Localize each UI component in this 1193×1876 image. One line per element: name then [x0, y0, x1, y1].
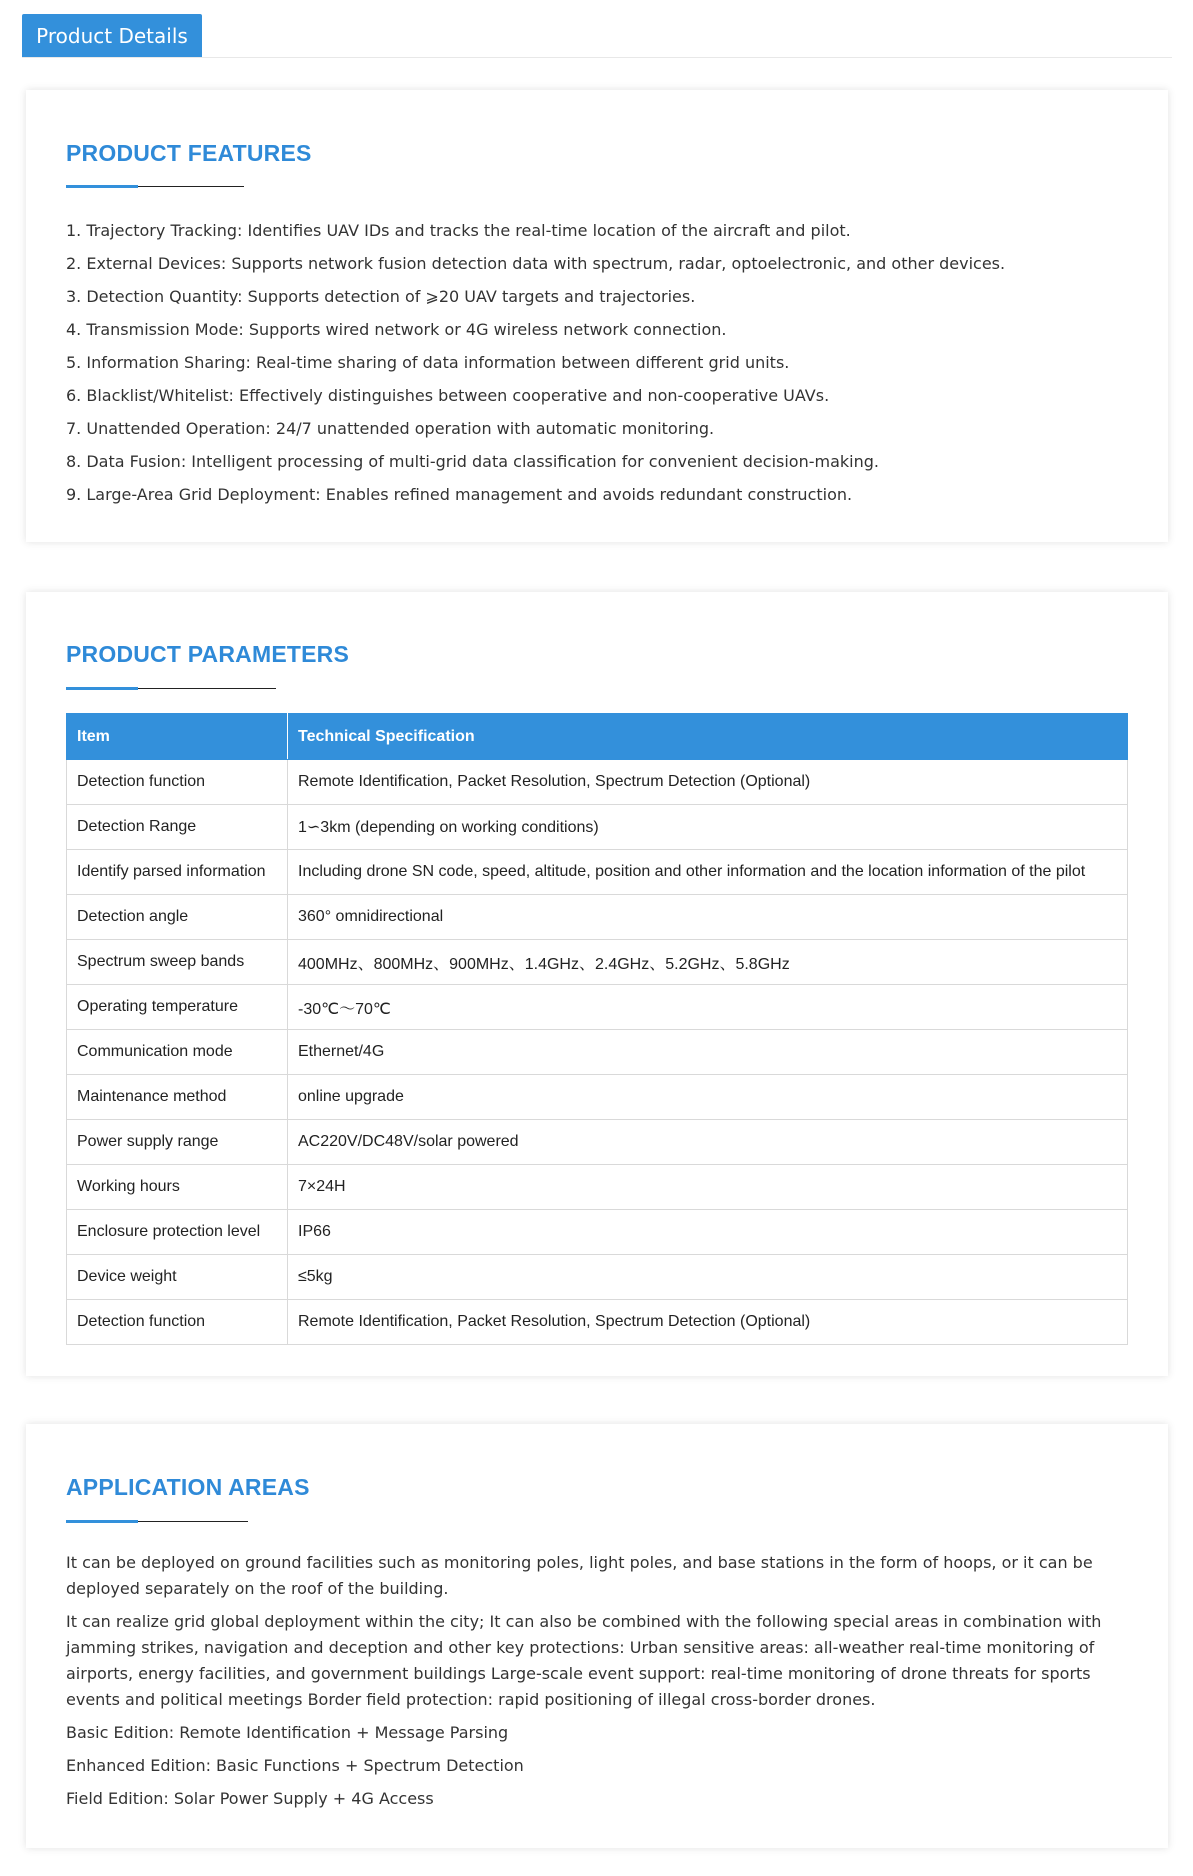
application-paragraph: Enhanced Edition: Basic Functions + Spectrum Detection — [66, 1756, 524, 1775]
features-list — [66, 214, 1126, 511]
param-item: Detection function — [67, 760, 288, 805]
feature-item: 7. Unattended Operation: 24/7 unattended operation with automatic monitoring. — [66, 419, 715, 438]
features-card — [26, 90, 1168, 542]
table-row — [67, 895, 1128, 940]
parameters-card — [26, 592, 1168, 1376]
param-value: online upgrade — [288, 1075, 1128, 1120]
feature-item: 2. External Devices: Supports network fusion detection data with spectrum, radar, optoelectronic, and other devices. — [66, 254, 1006, 273]
param-item: Detection angle — [67, 895, 288, 940]
table-row — [67, 1300, 1128, 1345]
feature-item: 9. Large-Area Grid Deployment: Enables refined management and avoids redundant construction. — [66, 485, 853, 504]
param-item: Maintenance method — [67, 1075, 288, 1120]
param-value: 1∽3km (depending on working conditions) — [288, 805, 1128, 850]
table-row — [67, 1255, 1128, 1300]
table-row — [67, 850, 1128, 895]
parameters-title: PRODUCT PARAMETERS — [66, 641, 350, 667]
applications-title-underline — [66, 1521, 248, 1522]
application-paragraph: Field Edition: Solar Power Supply + 4G Access — [66, 1789, 434, 1808]
param-item: Working hours — [67, 1165, 288, 1210]
feature-item: 5. Information Sharing: Real-time sharing of data information between different grid units. — [66, 353, 790, 372]
param-item: Detection Range — [67, 805, 288, 850]
table-row — [67, 940, 1128, 985]
application-paragraph: Basic Edition: Remote Identification + Message Parsing — [66, 1723, 509, 1742]
applications-text — [66, 1550, 1126, 1819]
table-row — [67, 1030, 1128, 1075]
param-item: Device weight — [67, 1255, 288, 1300]
feature-item: 6. Blacklist/Whitelist: Effectively distinguishes between cooperative and non-cooperative UAVs. — [66, 386, 830, 405]
param-value: 360° omnidirectional — [288, 895, 1128, 940]
param-value: Ethernet/4G — [288, 1030, 1128, 1075]
param-value: Remote Identification, Packet Resolution, Spectrum Detection (Optional) — [288, 760, 1128, 805]
applications-title: APPLICATION AREAS — [66, 1474, 310, 1500]
feature-item: 8. Data Fusion: Intelligent processing of multi-grid data classification for convenient decision-making. — [66, 452, 879, 471]
table-row — [67, 985, 1128, 1030]
param-item: Communication mode — [67, 1030, 288, 1075]
param-value: AC220V/DC48V/solar powered — [288, 1120, 1128, 1165]
applications-card — [26, 1424, 1168, 1848]
param-item: Power supply range — [67, 1120, 288, 1165]
param-value: IP66 — [288, 1210, 1128, 1255]
application-paragraph: It can realize grid global deployment within the city; It can also be combined with the following special areas in combination with jamming strikes, navigation and deception and other key protections: Urban sensitive areas: all-weather real-time monitoring of airports, energy facilities, and government buildings Large-scale event support: real-time monitoring of drone threats for sports events and political meetings Border field protection: rapid positioning of illegal cross-border drones. — [66, 1612, 1102, 1709]
param-item: Identify parsed information — [67, 850, 288, 895]
table-row — [67, 1210, 1128, 1255]
features-title-underline — [66, 186, 244, 187]
param-value: ≤5kg — [288, 1255, 1128, 1300]
param-value: Including drone SN code, speed, altitude, position and other information and the location information of the pilot — [288, 850, 1128, 895]
param-value: Remote Identification, Packet Resolution, Spectrum Detection (Optional) — [288, 1300, 1128, 1345]
param-value: 400MHz、800MHz、900MHz、1.4GHz、2.4GHz、5.2GHz、5.8GHz — [288, 940, 1128, 985]
tab-product-details[interactable]: Product Details — [22, 14, 202, 57]
param-value: -30℃～70℃ — [288, 985, 1128, 1030]
param-value: 7×24H — [288, 1165, 1128, 1210]
table-header-item: Item — [67, 714, 288, 760]
param-item: Operating temperature — [67, 985, 288, 1030]
param-item: Detection function — [67, 1300, 288, 1345]
application-paragraph: It can be deployed on ground facilities such as monitoring poles, light poles, and base stations in the form of hoops, or it can be deployed separately on the roof of the building. — [66, 1553, 1093, 1598]
table-header-row — [67, 714, 1128, 760]
feature-item: 3. Detection Quantity: Supports detection of ⩾20 UAV targets and trajectories. — [66, 287, 696, 306]
parameters-table — [66, 713, 1128, 1345]
table-row — [67, 805, 1128, 850]
table-header-spec: Technical Specification — [288, 714, 1128, 760]
param-item: Spectrum sweep bands — [67, 940, 288, 985]
features-title: PRODUCT FEATURES — [66, 140, 312, 166]
table-row — [67, 1075, 1128, 1120]
table-row — [67, 760, 1128, 805]
tab-bar — [22, 14, 1172, 58]
feature-item: 4. Transmission Mode: Supports wired network or 4G wireless network connection. — [66, 320, 727, 339]
parameters-title-underline — [66, 688, 276, 689]
table-row — [67, 1120, 1128, 1165]
table-row — [67, 1165, 1128, 1210]
param-item: Enclosure protection level — [67, 1210, 288, 1255]
feature-item: 1. Trajectory Tracking: Identifies UAV IDs and tracks the real-time location of the aircraft and pilot. — [66, 221, 851, 240]
